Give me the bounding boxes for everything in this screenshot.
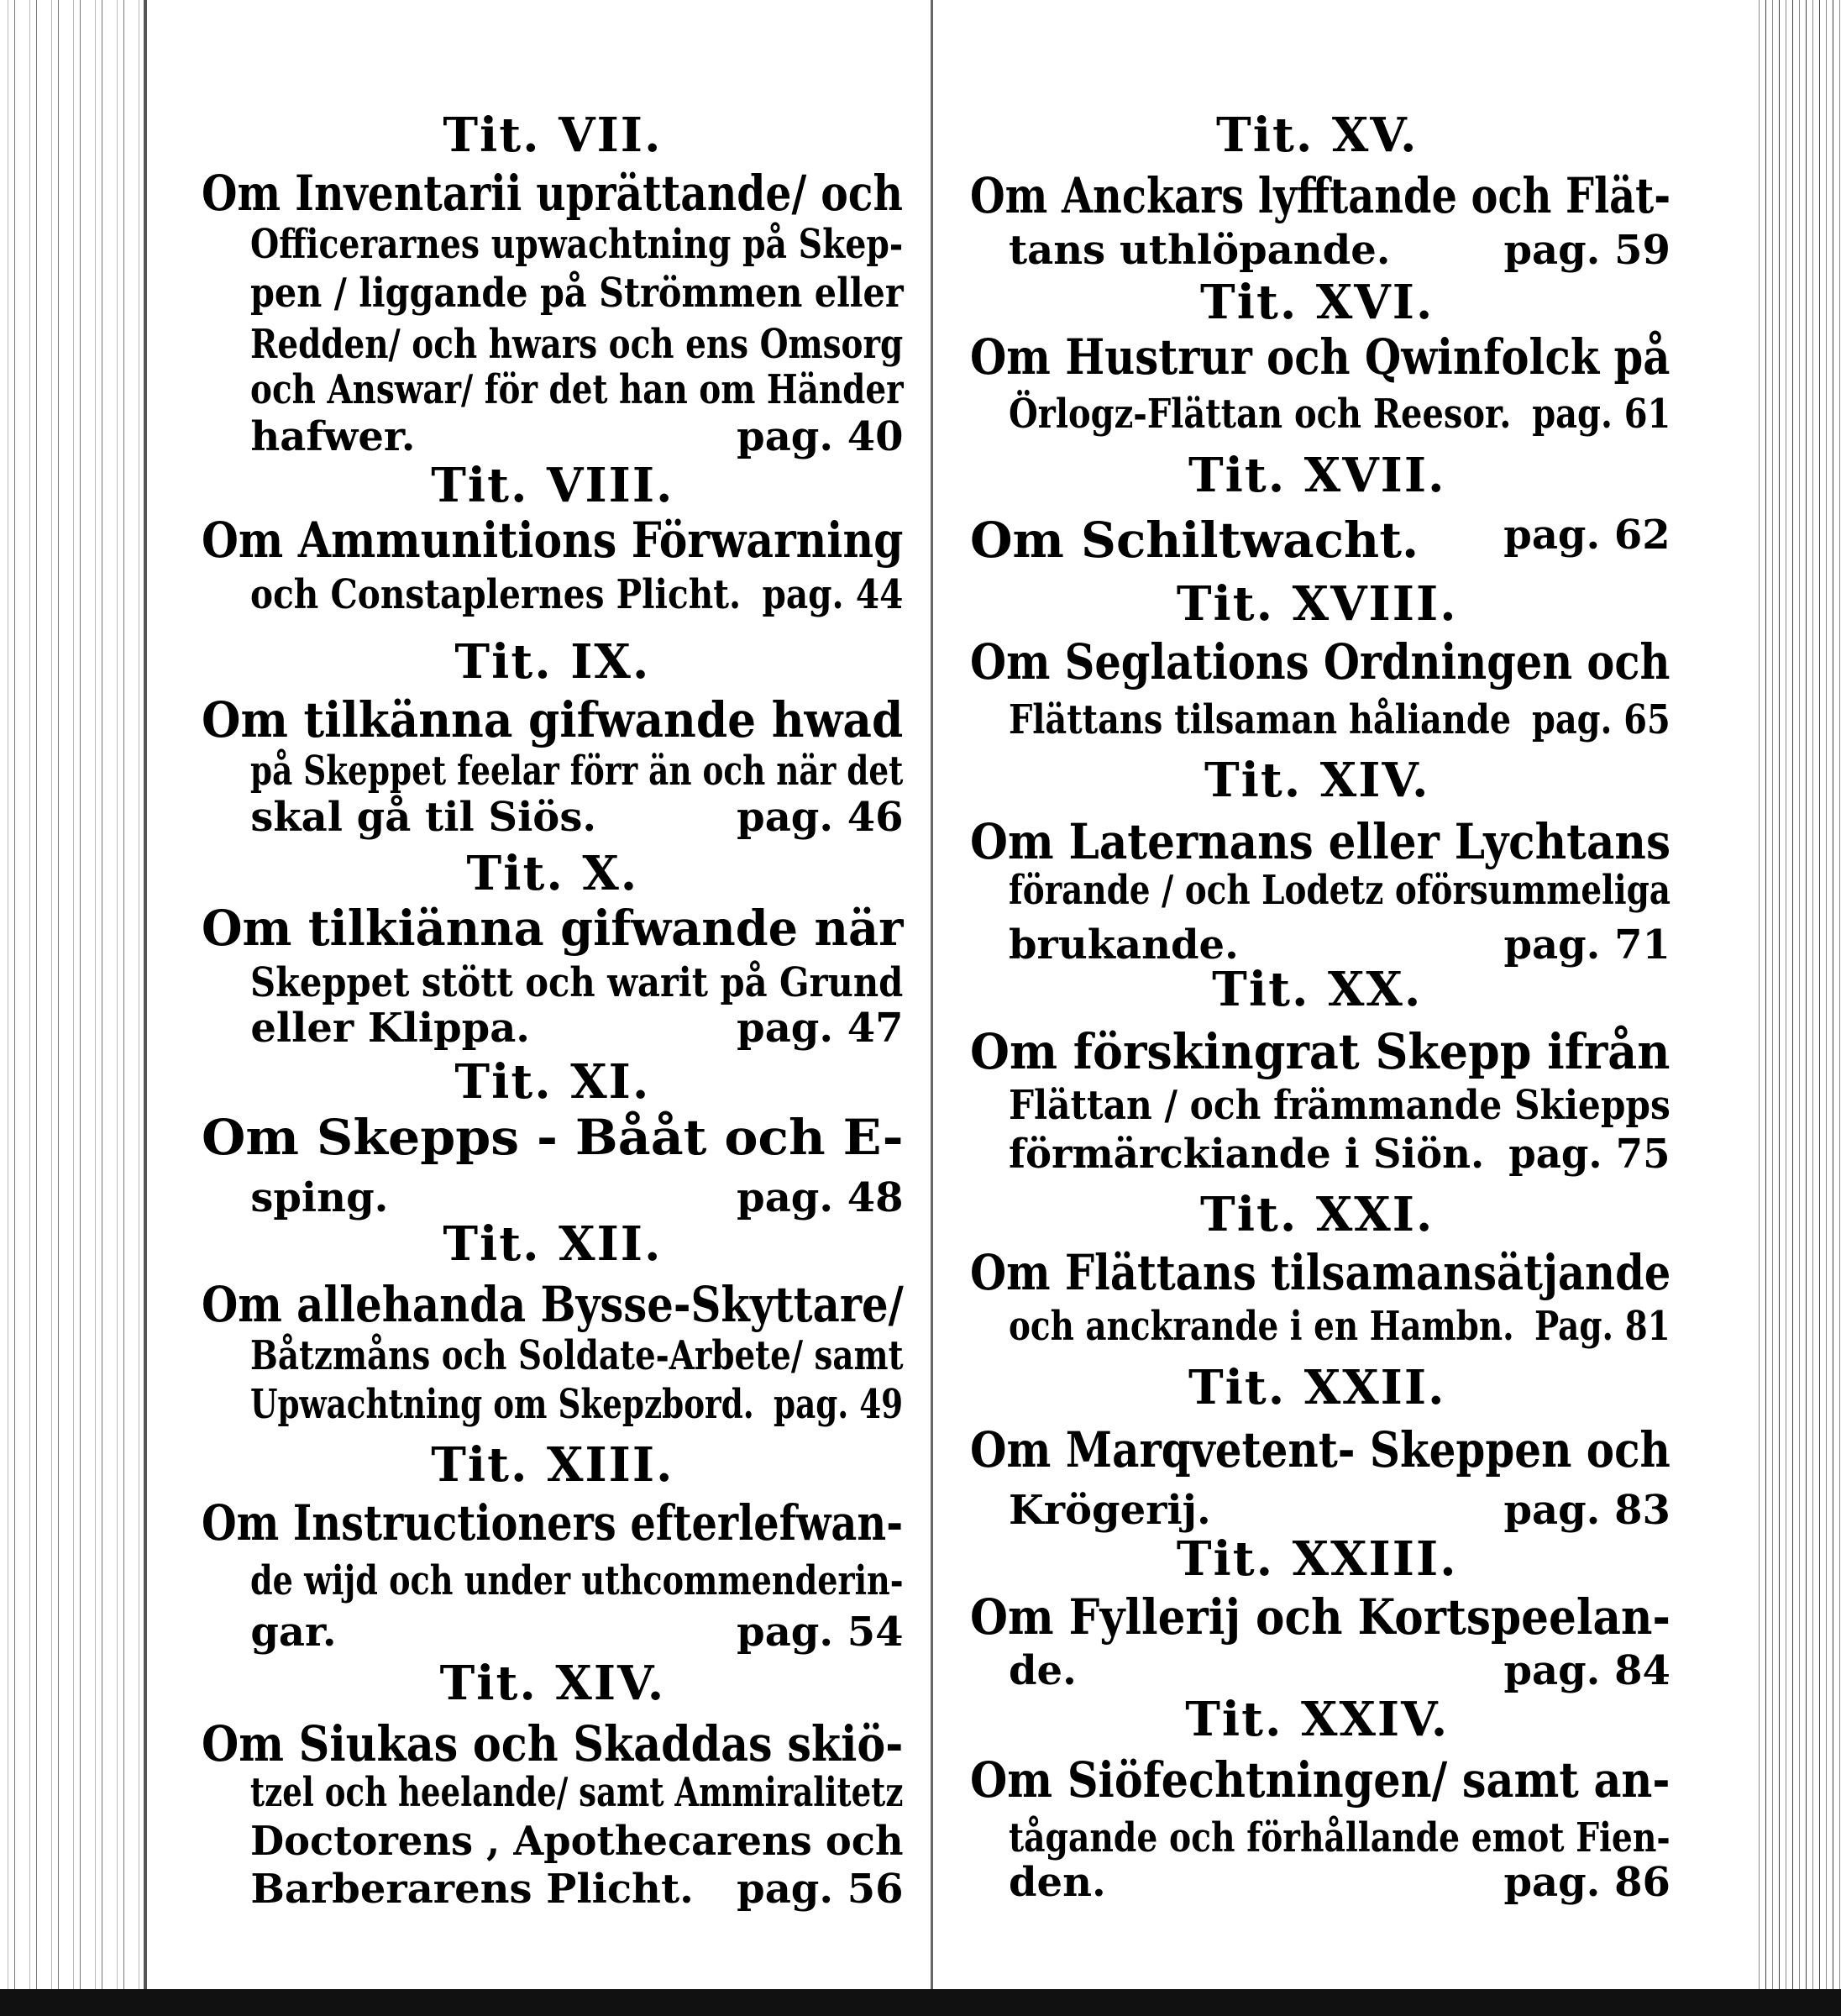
chapter-description-line	[250, 794, 903, 841]
chapter-description-line	[1009, 227, 1671, 274]
chapter-description-line	[250, 1609, 903, 1656]
page-number: Pag. 81	[1534, 1302, 1671, 1350]
chapter-heading-line: Om Hustrur och Qwinfolck på	[970, 328, 1671, 386]
chapter-title: Tit. XIV.	[439, 1656, 666, 1712]
chapter-heading-line: Om tilkänna gifwande hwad	[202, 690, 904, 748]
page-number: pag. 59	[1503, 227, 1671, 275]
page-number: pag. 40	[737, 413, 904, 461]
chapter-title: Tit. XIV.	[1204, 752, 1430, 808]
chapter-title: Tit. XX.	[1212, 962, 1423, 1018]
chapter-title: Tit. XXIII.	[1176, 1530, 1458, 1587]
page-number: pag. 54	[737, 1609, 904, 1656]
chapter-text: gar.	[250, 1609, 337, 1656]
chapter-text: hafwer.	[250, 413, 416, 461]
chapter-text: den.	[1009, 1859, 1106, 1907]
chapter-title: Tit. XVI.	[1200, 274, 1435, 330]
chapter-title: Tit. VII.	[443, 107, 663, 163]
chapter-text: Upwachtning om Skepzbord.	[250, 1381, 755, 1429]
chapter-title: Tit. XII.	[443, 1216, 663, 1273]
page-number: pag. 65	[1532, 696, 1671, 743]
chapter-description-line	[1009, 696, 1671, 743]
chapter-description-line: Båtzmåns och Soldate-Arbete/ samt	[250, 1332, 904, 1380]
chapter-description-line: de wijd och under uthcommenderin-	[250, 1557, 904, 1604]
chapter-text: eller Klippa.	[250, 1005, 531, 1052]
chapter-text: Flättans tilsaman håliande	[1009, 696, 1512, 743]
page-number: pag. 75	[1508, 1130, 1671, 1178]
chapter-description-line: tågande och förhållande emot Fien-	[1009, 1814, 1671, 1861]
chapter-heading-line: Om Flättans tilsamansätjande	[970, 1243, 1671, 1301]
chapter-title: Tit. XXII.	[1188, 1360, 1446, 1416]
chapter-description-line: på Skeppet feelar förr än och när det	[250, 748, 904, 795]
chapter-description-line	[1009, 391, 1671, 438]
chapter-description-line: Skeppet stött och warit på Grund	[250, 959, 904, 1007]
chapter-text: Örlogz-Flättan och Reesor.	[1009, 390, 1512, 438]
chapter-title: Tit. XI.	[454, 1054, 651, 1110]
chapter-heading-line: Om Skepps - Bååt och E-	[202, 1109, 904, 1167]
chapter-description-line: och Answar/ för det han om Händer	[250, 365, 904, 413]
chapter-title: Tit. XXIV.	[1185, 1692, 1450, 1748]
chapter-description-line	[250, 1174, 903, 1221]
chapter-description-line	[1009, 1859, 1671, 1906]
chapter-title: Tit. XVIII.	[1176, 576, 1458, 633]
chapter-text: och Constaplernes Plicht.	[250, 571, 742, 619]
chapter-heading-line: Om tilkiänna gifwande när	[202, 899, 904, 957]
chapter-title: Tit. X.	[466, 846, 639, 902]
chapter-heading-line: Om Instructioners efterlefwan-	[202, 1494, 904, 1552]
page-number: pag. 86	[1503, 1859, 1671, 1907]
chapter-description-line: Redden/ och hwars och ens Omsorg	[250, 321, 904, 369]
chapter-description-line: förande / och Lodetz oförsummeliga	[1009, 867, 1671, 915]
scan-bottom-border	[0, 1989, 1841, 2016]
chapter-text: de.	[1009, 1647, 1077, 1694]
chapter-description-line	[250, 1866, 903, 1913]
chapter-description-line	[250, 1381, 903, 1428]
page-number: pag. 83	[1503, 1486, 1671, 1534]
chapter-heading-line: Om Anckars lyfftande och Flät-	[970, 166, 1671, 224]
chapter-heading-line: Om Ammunitions Förwarning	[202, 511, 904, 569]
chapter-title: Tit. XVII.	[1188, 448, 1446, 504]
chapter-heading-line: Om Inventarii uprättande/ och	[202, 164, 904, 222]
chapter-description-line: pen / liggande på Strömmen eller	[250, 269, 904, 317]
chapter-heading-line: Om Siukas och Skaddas skiö-	[202, 1715, 904, 1773]
page-number: pag. 49	[774, 1381, 904, 1429]
chapter-text: Barberarens Plicht.	[250, 1866, 694, 1914]
chapter-text: sping.	[250, 1173, 389, 1221]
chapter-text: förmärckiande i Siön.	[1009, 1130, 1485, 1178]
chapter-description-line	[1009, 1487, 1671, 1534]
chapter-description-line	[250, 413, 903, 460]
page-number: pag. 84	[1503, 1647, 1671, 1694]
chapter-description-line	[1009, 1647, 1671, 1694]
chapter-description-line: tzel och heelande/ samt Ammiralitetz	[250, 1769, 904, 1817]
page-number: pag. 61	[1532, 390, 1671, 438]
chapter-heading-line: Om Seglations Ordningen och	[970, 633, 1671, 690]
chapter-title: Tit. XIII.	[431, 1437, 674, 1494]
chapter-heading-line: Om Marqvetent- Skeppen och	[970, 1420, 1671, 1478]
chapter-text: skal gå til Siös.	[250, 794, 597, 842]
chapter-description-line	[1009, 1303, 1671, 1350]
chapter-text: och anckrande i en Hambn.	[1009, 1302, 1514, 1350]
chapter-description-line	[1009, 1131, 1671, 1178]
chapter-description-line: Flättan / och främmande Skiepps	[1009, 1081, 1671, 1129]
chapter-title: Tit. XXI.	[1200, 1186, 1435, 1242]
chapter-text: brukande.	[1009, 921, 1239, 969]
chapter-title: Tit. IX.	[454, 633, 651, 690]
page-number: pag. 46	[737, 794, 904, 842]
chapter-text: Om Schiltwacht.	[970, 511, 1419, 569]
page-number: pag. 47	[737, 1005, 904, 1052]
chapter-heading-line: Om allehanda Bysse-Skyttare/	[202, 1275, 904, 1333]
chapter-heading-line: Om Fyllerij och Kortspeelan-	[970, 1588, 1671, 1646]
book-page-edges-right	[1753, 0, 1841, 1991]
chapter-heading-line: Om Siöfechtningen/ samt an-	[970, 1751, 1671, 1809]
chapter-description-line	[250, 1005, 903, 1052]
chapter-heading-line	[970, 512, 1671, 569]
chapter-description-line: Doctorens , Apothecarens och	[250, 1818, 904, 1866]
page-number: pag. 48	[737, 1173, 904, 1221]
chapter-heading-line: Om Laternans eller Lychtans	[970, 813, 1671, 871]
chapter-title: Tit. VIII.	[431, 458, 674, 514]
page-number: pag. 44	[762, 571, 904, 619]
page-number: pag. 56	[737, 1866, 904, 1914]
chapter-text: tans uthlöpande.	[1009, 227, 1391, 275]
page-number: pag. 62	[1503, 511, 1671, 559]
book-page-edges-left	[0, 0, 147, 1991]
chapter-description-line	[250, 571, 903, 618]
chapter-text: Krögerij.	[1009, 1486, 1211, 1534]
page-number: pag. 71	[1503, 921, 1671, 969]
chapter-title: Tit. XV.	[1216, 107, 1419, 163]
chapter-heading-line: Om förskingrat Skepp ifrån	[970, 1022, 1671, 1080]
book-gutter	[931, 0, 933, 1991]
chapter-description-line: Officerarnes upwachtning på Skep-	[250, 220, 904, 268]
